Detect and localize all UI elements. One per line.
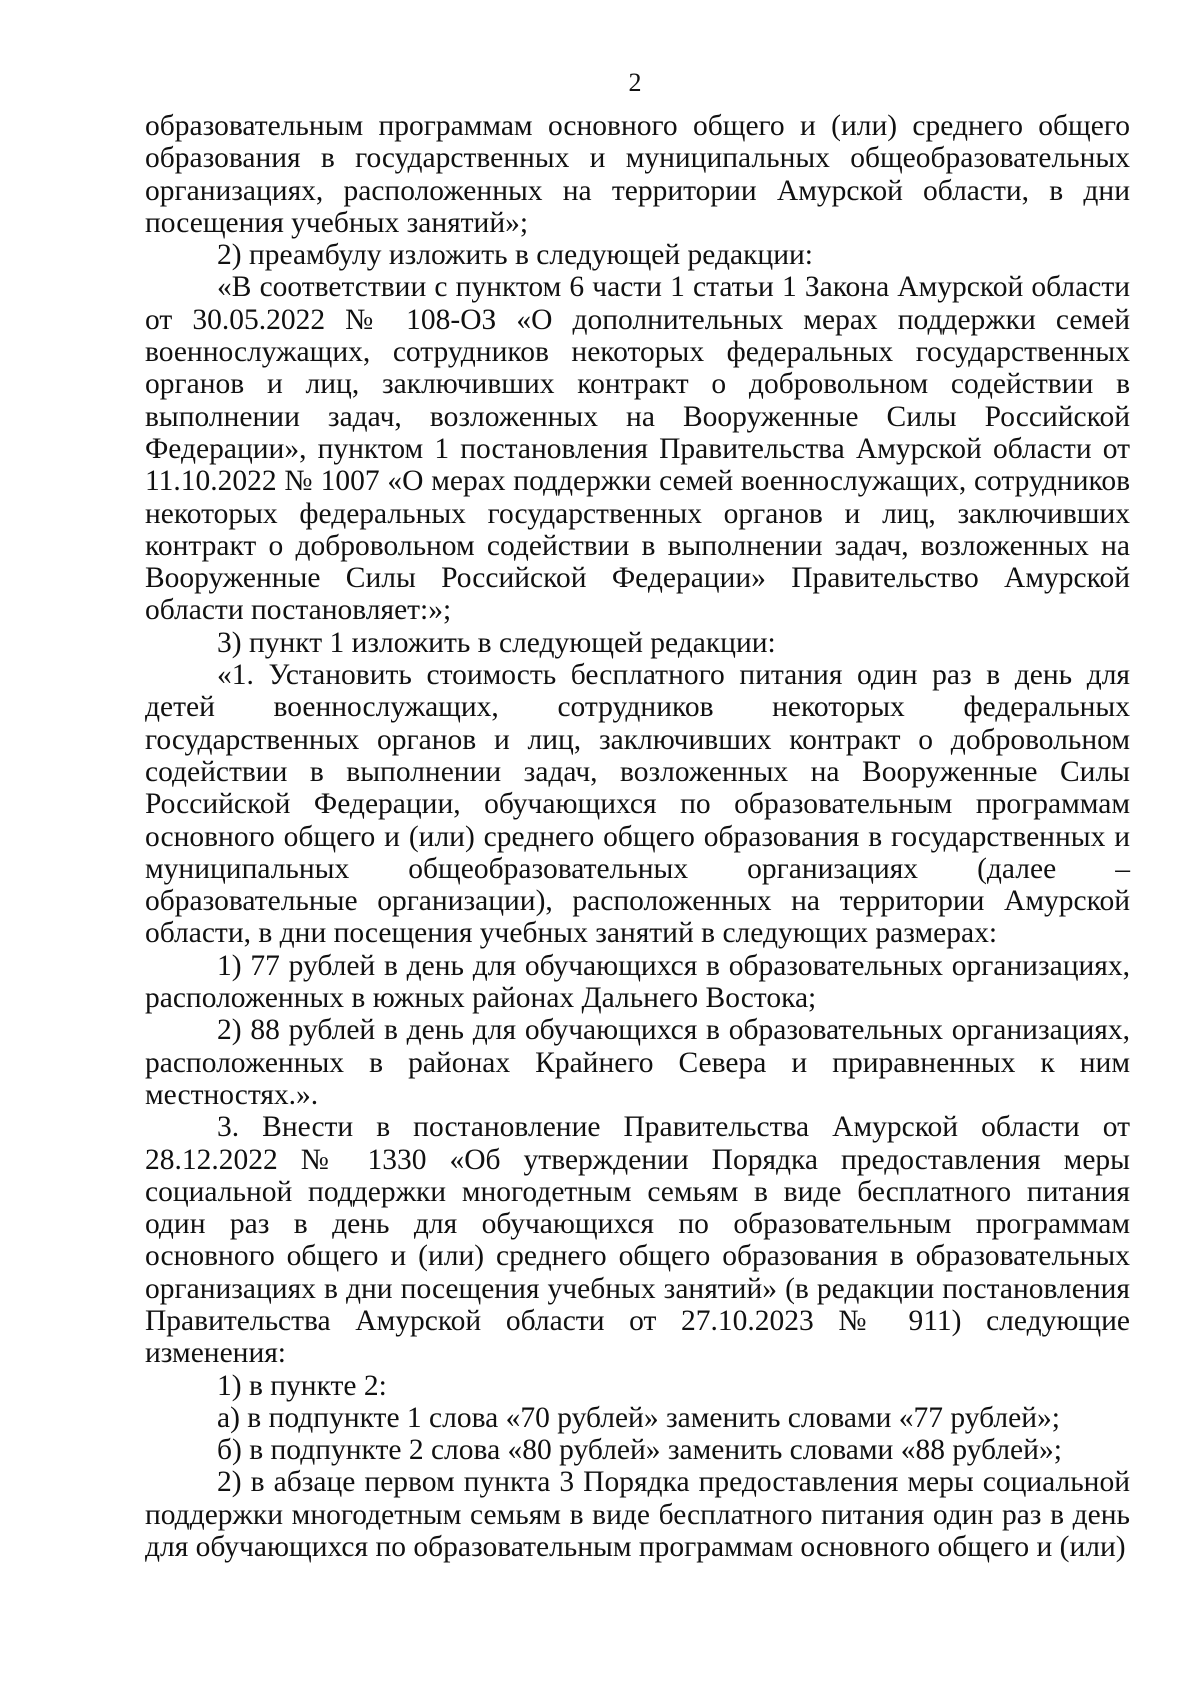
paragraph-subitem-b: б) в подпункте 2 слова «80 рублей» заменить словами «88 рублей»; <box>217 1434 1062 1467</box>
paragraph-item-2-preamble: 2) преамбулу изложить в следующей редакции: <box>217 239 813 272</box>
paragraph-item-3-point-1: 3) пункт 1 изложить в следующей редакции: <box>217 626 776 659</box>
paragraph-item-1-point-2: 1) в пункте 2: <box>217 1369 387 1402</box>
page-number: 2 <box>628 68 642 97</box>
paragraph-subitem-a: а) в подпункте 1 слова «70 рублей» заменить словами «77 рублей»; <box>217 1401 1060 1434</box>
paragraph-preamble-text: «В соответствии с пунктом 6 части 1 статьи 1 Закона Амурской области от 30.05.2022 № 108-ОЗ «О дополнительных мерах поддержки семей военнослужащих, сотрудников некоторых федеральных государственных органов и лиц, заключивших контракт о добровольном содействии в выполнении задач, возложенных на Вооруженные Силы Российской Федерации», пунктом 1 постановления Правительства Амурской области от 11.10.2022 № 1007 «О мерах поддержки семей военнослужащих, сотрудников некоторых федеральных государственных органов и лиц, заключивших контракт о добровольном содействии в выполнении задач, возложенных на Вооруженные Силы Российской Федерации» Правительство Амурской области постановляет:»; <box>145 271 1130 627</box>
paragraph-subitem-1-77-rubles: 1) 77 рублей в день для обучающихся в образовательных организациях, расположенных в южных районах Дальнего Востока; <box>145 949 1130 1015</box>
paragraph-continuation: образовательным программам основного общего и (или) среднего общего образования в государственных и муниципальных общеобразовательных организациях, расположенных на территории Амурской области, в дни посещения учебных занятий»; <box>145 110 1130 239</box>
paragraph-section-3: 3. Внести в постановление Правительства Амурской области от 28.12.2022 № 1330 «Об утверждении Порядка предоставления меры социальной поддержки многодетным семьям в виде бесплатного питания один раз в день для обучающихся по образовательным программам основного общего и (или) среднего общего образования в образовательных организациях в дни посещения учебных занятий» (в редакции постановления Правительства Амурской области от 27.10.2023 № 911) следующие изменения: <box>145 1111 1130 1370</box>
document-body <box>145 110 1130 1563</box>
paragraph-item-2-point-3: 2) в абзаце первом пункта 3 Порядка предоставления меры социальной поддержки многодетным семьям в виде бесплатного питания один раз в день для обучающихся по образовательным программам основного общего и (или) <box>145 1466 1130 1564</box>
paragraph-subitem-2-88-rubles: 2) 88 рублей в день для обучающихся в образовательных организациях, расположенных в районах Крайнего Севера и приравненных к ним местностях.». <box>145 1014 1130 1111</box>
paragraph-point-1-text: «1. Установить стоимость бесплатного питания один раз в день для детей военнослужащих, сотрудников некоторых федеральных государственных органов и лиц, заключивших контракт о добровольном содействии в выполнении задач, возложенных на Вооруженные Силы Российской Федерации, обучающихся по образовательным программам основного общего и (или) среднего общего образования в государственных и муниципальных общеобразовательных организациях (далее – образовательные организации), расположенных на территории Амурской области, в дни посещения учебных занятий в следующих размерах: <box>145 659 1130 950</box>
